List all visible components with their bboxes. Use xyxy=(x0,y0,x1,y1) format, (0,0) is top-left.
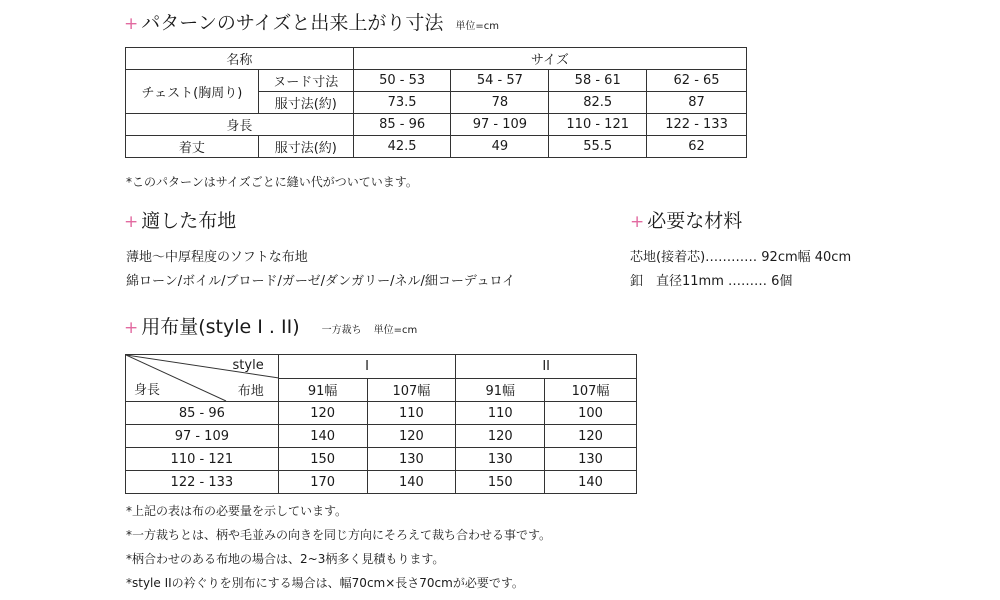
table-cell: 42.5 xyxy=(353,136,451,158)
usage-note-1: *上記の表は布の必要量を示しています。 xyxy=(126,504,348,518)
table-cell: 62 - 65 xyxy=(647,70,747,92)
table-cell: 82.5 xyxy=(549,92,647,114)
usage-section-sub: 一方裁ち xyxy=(321,325,362,336)
table-row xyxy=(126,48,747,70)
materials-line-2: 釦 直径11mm ……… 6個 xyxy=(630,274,793,289)
table-cell: 100 xyxy=(545,402,637,425)
table-cell: 50 - 53 xyxy=(353,70,451,92)
garment-label: 服寸法(約) xyxy=(258,92,353,114)
table-cell: 120 xyxy=(278,402,367,425)
table-cell: 140 xyxy=(278,425,367,448)
table-row xyxy=(126,448,637,471)
table-cell: 170 xyxy=(278,471,367,494)
plus-icon: + xyxy=(124,14,139,34)
table-cell: 120 xyxy=(367,425,456,448)
materials-section-title: 必要な材料 xyxy=(647,210,743,232)
plus-icon: + xyxy=(124,212,139,232)
corner-height-label: 身長 xyxy=(134,383,161,398)
usage-note-2: *一方裁ちとは、柄や毛並みの向きを同じ方向にそろえて裁ち合わせる事です。 xyxy=(126,528,552,542)
table-row xyxy=(126,402,637,425)
row-height: 85 - 96 xyxy=(126,402,279,425)
materials-section-heading xyxy=(630,209,742,234)
table-cell: 120 xyxy=(456,425,545,448)
width-header: 107幅 xyxy=(367,378,456,402)
corner-style-label: style xyxy=(232,358,264,373)
size-section-heading xyxy=(124,11,499,39)
table-row xyxy=(126,355,637,379)
table-cell: 97 - 109 xyxy=(451,114,549,136)
width-header: 107幅 xyxy=(545,378,637,402)
table-cell: 85 - 96 xyxy=(353,114,451,136)
plus-icon: + xyxy=(630,212,645,232)
width-header: 91幅 xyxy=(278,378,367,402)
table-cell: 58 - 61 xyxy=(549,70,647,92)
usage-note-4: *style IIの衿ぐりを別布にする場合は、幅70cm×長さ70cmが必要です。 xyxy=(126,576,524,590)
table-cell: 49 xyxy=(451,136,549,158)
table-cell: 87 xyxy=(647,92,747,114)
table-cell: 130 xyxy=(367,448,456,471)
table-row xyxy=(126,471,637,494)
plus-icon: + xyxy=(124,318,139,338)
table-cell: 73.5 xyxy=(353,92,451,114)
table-cell: 120 xyxy=(545,425,637,448)
table-cell: 110 xyxy=(367,402,456,425)
size-note: *このパターンはサイズごとに縫い代がついています。 xyxy=(126,175,418,189)
width-header: 91幅 xyxy=(456,378,545,402)
height-label: 身長 xyxy=(126,114,354,136)
table-cell: 130 xyxy=(456,448,545,471)
usage-note-3: *柄合わせのある布地の場合は、2~3柄多く見積もります。 xyxy=(126,552,445,566)
row-height: 122 - 133 xyxy=(126,471,279,494)
style-2-header: II xyxy=(456,355,637,379)
table-cell: 122 - 133 xyxy=(647,114,747,136)
table-cell: 150 xyxy=(278,448,367,471)
table-cell: 54 - 57 xyxy=(451,70,549,92)
table-cell: 130 xyxy=(545,448,637,471)
table-cell: 110 xyxy=(456,402,545,425)
table-row xyxy=(126,70,747,92)
row-height: 110 - 121 xyxy=(126,448,279,471)
table-cell: 140 xyxy=(367,471,456,494)
fabric-section-title: 適した布地 xyxy=(141,210,237,232)
table-cell: 78 xyxy=(451,92,549,114)
size-section-unit: 単位=cm xyxy=(455,21,499,32)
materials-line-1: 芯地(接着芯)………… 92cm幅 40cm xyxy=(630,250,852,265)
table-cell: 110 - 121 xyxy=(549,114,647,136)
table-row xyxy=(126,425,637,448)
chest-label: チェスト(胸周り) xyxy=(126,70,259,114)
usage-section-heading xyxy=(124,315,417,343)
row-height: 97 - 109 xyxy=(126,425,279,448)
fabric-line-1: 薄地〜中厚程度のソフトな布地 xyxy=(126,250,308,265)
nude-label: ヌード寸法 xyxy=(258,70,353,92)
table-row xyxy=(126,136,747,158)
length-sub-label: 服寸法(約) xyxy=(258,136,353,158)
corner-fabric-label: 布地 xyxy=(237,384,264,399)
length-label: 着丈 xyxy=(126,136,259,158)
table-cell: 140 xyxy=(545,471,637,494)
table-cell: 55.5 xyxy=(549,136,647,158)
table-row xyxy=(126,114,747,136)
fabric-line-2: 綿ローン/ボイル/ブロード/ガーゼ/ダンガリー/ネル/細コーデュロイ xyxy=(126,274,516,289)
corner-cell xyxy=(126,355,279,402)
usage-section-title: 用布量(style I . II) xyxy=(141,316,300,338)
size-table xyxy=(125,47,747,158)
header-name: 名称 xyxy=(126,48,354,70)
table-cell: 62 xyxy=(647,136,747,158)
header-size: サイズ xyxy=(353,48,746,70)
size-section-title: パターンのサイズと出来上がり寸法 xyxy=(141,12,444,34)
table-cell: 150 xyxy=(456,471,545,494)
fabric-section-heading xyxy=(124,209,236,234)
style-1-header: I xyxy=(278,355,456,379)
usage-section-unit: 単位=cm xyxy=(373,325,418,336)
usage-table xyxy=(125,354,637,494)
